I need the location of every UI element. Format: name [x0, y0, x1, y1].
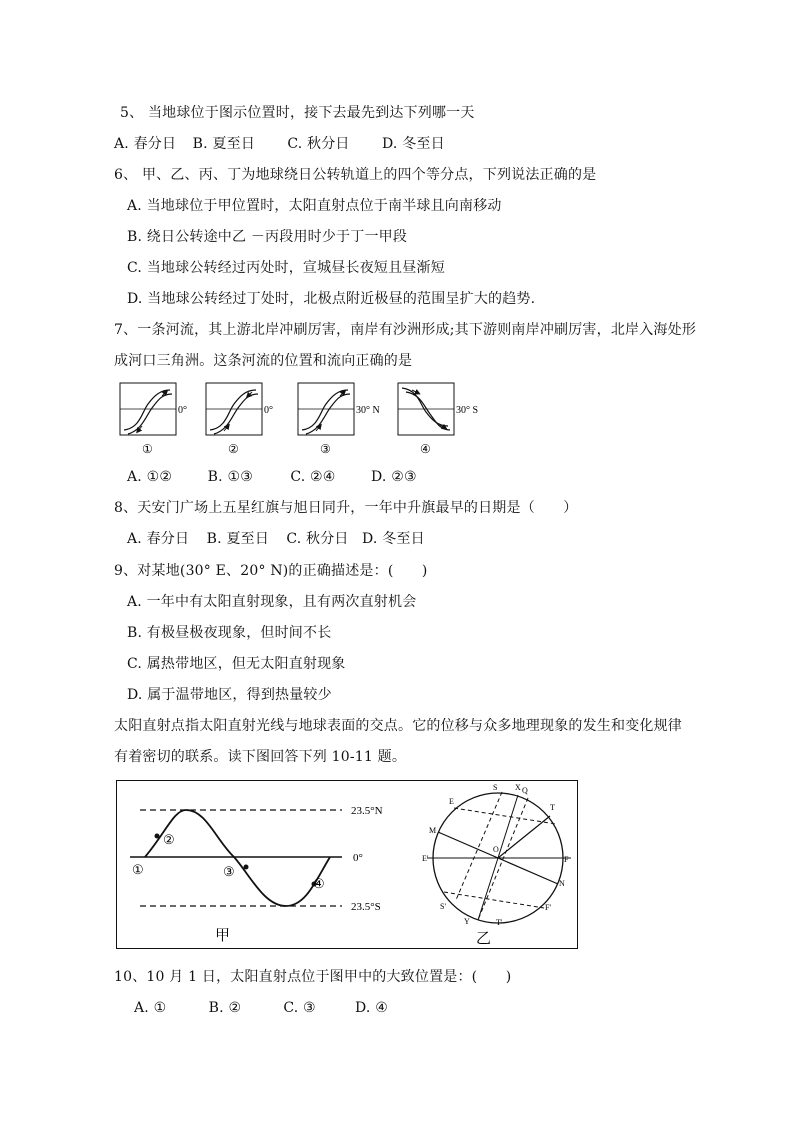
jia-label: 甲: [215, 928, 231, 944]
q8-option-c: C. 秋分日: [286, 531, 349, 547]
fig3-caption: ③: [320, 442, 331, 456]
q8-options: [127, 530, 425, 548]
q10-option-c: C. ③: [283, 1000, 316, 1016]
yi-point-t: T: [550, 803, 555, 812]
q8-option-a: A. 春分日: [127, 531, 190, 547]
q10-option-d: D. ④: [354, 1000, 388, 1016]
fig1-lat: 0°: [178, 405, 187, 416]
q10-stem: 10、10 月 1 日，太阳直射点位于图甲中的大致位置是：( ): [114, 969, 512, 985]
q7-option-a: A. ①②: [127, 469, 173, 485]
fig2-caption: ②: [228, 442, 239, 456]
q10-options: [134, 999, 388, 1017]
fig1-caption: ①: [142, 442, 153, 456]
q9-option-b: B. 有极昼极夜现象，但时间不长: [127, 625, 332, 641]
yi-point-f-prime: F': [545, 903, 551, 912]
q10-option-b: B. ②: [208, 1000, 242, 1016]
q6-option-c: C. 当地球公转经过丙处时，宣城昼长夜短且昼渐短: [127, 260, 445, 276]
fig4-lat: 30° S: [456, 405, 479, 416]
q8-stem: 8、天安门广场上五星红旗与旭日同升，一年中升旗最早的日期是（ ）: [114, 500, 578, 516]
q9-option-c: C. 属热带地区，但无太阳直射现象: [127, 656, 346, 672]
q6-option-d: D. 当地球公转经过丁处时，北极点附近极昼的范围呈扩大的趋势.: [127, 291, 536, 307]
q9-option-a: A. 一年中有太阳直射现象，且有两次直射机会: [127, 594, 417, 610]
q6-option-b: B. 绕日公转途中乙 －丙段用时少于丁一甲段: [127, 229, 408, 245]
jia-line-eq: 0°: [353, 852, 363, 864]
intro-line1: 太阳直射点指太阳直射光线与地球表面的交点。它的位移与众多地理现象的发生和变化规律: [114, 718, 682, 734]
q9-stem: 9、对某地(30° E、20° N)的正确描述是：( ): [114, 563, 428, 579]
river-figure-1: [120, 383, 187, 456]
fig2-lat: 0°: [264, 405, 273, 416]
q9-option-d: D. 属于温带地区，得到热量较少: [127, 687, 332, 703]
river-figure-3: [298, 383, 380, 456]
q10-option-a: A. ①: [134, 1000, 167, 1016]
q8-option-b: B. 夏至日: [206, 531, 270, 547]
river-figure-4: [398, 383, 478, 456]
q7-option-d: D. ②③: [370, 469, 417, 485]
intro-line2: 有着密切的联系。读下图回答下列 10-11 题。: [114, 749, 407, 765]
q6-option-a: A. 当地球位于甲位置时，太阳直射点位于南半球且向南移动: [127, 198, 502, 214]
fig3-lat: 30° N: [356, 405, 380, 416]
sun-direct-point-figure: [116, 780, 578, 950]
yi-label: 乙: [476, 931, 492, 947]
q7-option-c: C. ②④: [290, 469, 336, 485]
q6-stem: 6、 甲、乙、丙、丁为地球绕日公转轨道上的四个等分点，下列说法正确的是: [114, 167, 597, 183]
jia-point-2: ②: [163, 832, 175, 847]
jia-line-s: 23.5°S: [351, 901, 381, 913]
fig4-caption: ④: [420, 442, 431, 456]
yi-point-m: M: [429, 826, 437, 835]
q5-stem: 5、 当地球位于图示位置时，接下去最先到达下列哪一天: [120, 105, 475, 121]
q7-option-b: B. ①③: [207, 469, 253, 485]
q7-options: [127, 468, 417, 486]
jia-line-n: 23.5°N: [351, 805, 383, 817]
q5-option-a: A. 春分日: [114, 136, 177, 152]
yi-point-y: Y: [464, 917, 470, 926]
yi-point-e: E: [449, 797, 454, 806]
yi-point-s-prime: S': [440, 902, 446, 911]
q7-river-figures: [112, 378, 492, 458]
yi-point-t-prime: T': [496, 918, 503, 927]
yi-point-f: F: [564, 855, 569, 864]
q5-option-c: C. 秋分日: [287, 136, 350, 152]
yi-point-e-prime: E': [422, 854, 429, 863]
yi-point-n: N: [559, 879, 565, 888]
jia-point-4: ④: [313, 876, 325, 891]
q5-option-d: D. 冬至日: [381, 136, 445, 152]
jia-point-1: ①: [132, 862, 144, 877]
q5-options: [114, 135, 445, 153]
q5-option-b: B. 夏至日: [192, 136, 256, 152]
q7-stem-line2: 成河口三角洲。这条河流的位置和流向正确的是: [114, 353, 413, 369]
q8-option-d: D. 冬至日: [361, 531, 425, 547]
yi-point-o: O: [493, 845, 499, 854]
yi-point-s: S: [493, 783, 498, 792]
yi-point-q: Q: [522, 786, 528, 795]
yi-point-x: X: [515, 783, 521, 792]
jia-point-3: ③: [223, 864, 235, 879]
q7-stem-line1: 7、一条河流，其上游北岸冲刷厉害，南岸有沙洲形成;其下游则南岸冲刷厉害，北岸入海处形: [114, 322, 697, 338]
river-figure-2: [206, 383, 273, 456]
